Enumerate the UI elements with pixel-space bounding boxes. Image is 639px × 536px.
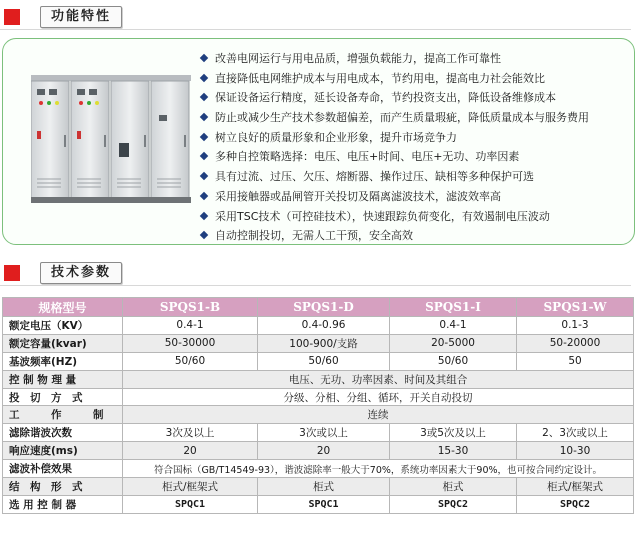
section-divider xyxy=(0,285,631,286)
table-cell: 3或5次及以上 xyxy=(390,424,517,442)
table-cell: 100-900/支路 xyxy=(258,334,390,352)
table-cell: 20 xyxy=(258,442,390,460)
table-row xyxy=(3,424,634,442)
feature-text: 防止或减少生产技术参数超偏差，而产生质量瑕疵，降低质量成本与服务费用 xyxy=(215,111,589,125)
diamond-bullet-icon xyxy=(200,93,208,101)
table-row xyxy=(3,352,634,370)
diamond-bullet-icon xyxy=(200,73,208,81)
table-cell-span: 电压、无功、功率因素、时间及其组合 xyxy=(123,370,634,388)
table-cell: 0.4-1 xyxy=(123,317,258,335)
diamond-bullet-icon xyxy=(200,172,208,180)
specs-section-title: 技术参数 xyxy=(40,262,122,284)
table-cell: 0.4-1 xyxy=(390,317,517,335)
row-label: 结 构 形 式 xyxy=(3,478,123,496)
table-row xyxy=(3,388,634,406)
row-label: 基波频率(HZ) xyxy=(3,352,123,370)
feature-text: 具有过流、过压、欠压、熔断器、操作过压、缺相等多种保护可选 xyxy=(215,170,534,184)
feature-text: 直接降低电网维护成本与用电成本，节约用电，提高电力社会能效比 xyxy=(215,71,545,85)
feature-item xyxy=(201,187,589,207)
feature-item xyxy=(201,226,589,246)
table-cell: 柜式/框架式 xyxy=(517,478,634,496)
spec-table xyxy=(2,297,634,514)
feature-item xyxy=(201,49,589,69)
table-cell: 20 xyxy=(123,442,258,460)
table-cell-span: 符合国标（GB/T14549-93），谐波滤除率一般大于70%，系统功率因素大于90%，也可按合同约定设计。 xyxy=(123,460,634,478)
diamond-bullet-icon xyxy=(200,113,208,121)
row-label: 投 切 方 式 xyxy=(3,388,123,406)
table-cell: SPQC1 xyxy=(123,495,258,513)
table-row xyxy=(3,317,634,335)
table-cell: 50 xyxy=(517,352,634,370)
table-cell: 柜式 xyxy=(390,478,517,496)
table-cell: 柜式/框架式 xyxy=(123,478,258,496)
table-row xyxy=(3,442,634,460)
row-label: 额定容量(kvar) xyxy=(3,334,123,352)
feature-item xyxy=(201,128,589,148)
feature-item xyxy=(201,88,589,108)
table-row xyxy=(3,370,634,388)
section-marker-icon xyxy=(4,9,20,25)
diamond-bullet-icon xyxy=(200,192,208,200)
row-label: 滤波补偿效果 xyxy=(3,460,123,478)
header-spqs1-b: SPQS1-B xyxy=(123,298,258,317)
table-row xyxy=(3,495,634,513)
features-panel xyxy=(2,38,635,245)
row-label: 选 用 控 制 器 xyxy=(3,495,123,513)
header-spqs1-w: SPQS1-W xyxy=(517,298,634,317)
feature-text: 自动控制投切，无需人工干预，安全高效 xyxy=(215,229,413,243)
table-cell: 50/60 xyxy=(123,352,258,370)
feature-text: 保证设备运行精度，延长设备寿命，节约投资支出，降低设备维修成本 xyxy=(215,91,556,105)
table-cell-span: 连续 xyxy=(123,406,634,424)
table-cell: 3次或以上 xyxy=(258,424,390,442)
features-section-title: 功能特性 xyxy=(40,6,122,28)
table-row xyxy=(3,478,634,496)
diamond-bullet-icon xyxy=(200,152,208,160)
specs-section-header xyxy=(0,262,639,284)
feature-text: 采用TSC技术（可控硅技术），快速跟踪负荷变化，有效遏制电压波动 xyxy=(215,209,550,223)
table-cell: 0.4-0.96 xyxy=(258,317,390,335)
table-cell-span: 分级、分相、分组、循环，开关自动投切 xyxy=(123,388,634,406)
table-row xyxy=(3,406,634,424)
row-label: 响应速度(ms) xyxy=(3,442,123,460)
feature-item xyxy=(201,167,589,187)
table-cell: SPQC2 xyxy=(390,495,517,513)
table-cell: 2、3次或以上 xyxy=(517,424,634,442)
row-label: 工 作 制 xyxy=(3,406,123,424)
header-model: 规格型号 xyxy=(3,298,123,317)
table-cell: 20-5000 xyxy=(390,334,517,352)
feature-list xyxy=(201,49,589,246)
diamond-bullet-icon xyxy=(200,133,208,141)
table-cell: 50-30000 xyxy=(123,334,258,352)
row-label: 控 制 物 理 量 xyxy=(3,370,123,388)
table-cell: 50/60 xyxy=(258,352,390,370)
table-cell: SPQC2 xyxy=(517,495,634,513)
header-spqs1-d: SPQS1-D xyxy=(258,298,390,317)
features-section-header xyxy=(0,6,639,28)
header-spqs1-i: SPQS1-I xyxy=(390,298,517,317)
table-cell: 0.1-3 xyxy=(517,317,634,335)
table-row xyxy=(3,334,634,352)
feature-item xyxy=(201,207,589,227)
row-label: 滤除谐波次数 xyxy=(3,424,123,442)
feature-text: 改善电网运行与用电品质，增强负载能力，提高工作可靠性 xyxy=(215,52,501,65)
diamond-bullet-icon xyxy=(200,54,208,62)
feature-item xyxy=(201,147,589,167)
table-cell: 15-30 xyxy=(390,442,517,460)
switchgear-cabinet-image xyxy=(31,75,191,203)
feature-text: 多种自控策略选择：电压、电压+时间、电压+无功、功率因素 xyxy=(215,150,520,164)
feature-text: 采用接触器或晶闸管开关投切及隔离滤波技术，滤波效率高 xyxy=(215,189,501,203)
diamond-bullet-icon xyxy=(200,231,208,239)
feature-item xyxy=(201,69,589,89)
feature-item xyxy=(201,108,589,128)
table-cell: 50-20000 xyxy=(517,334,634,352)
table-header-row xyxy=(3,298,634,317)
diamond-bullet-icon xyxy=(200,211,208,219)
table-cell: 10-30 xyxy=(517,442,634,460)
feature-text: 树立良好的质量形象和企业形象，提升市场竞争力 xyxy=(215,130,457,144)
table-row xyxy=(3,460,634,478)
section-divider xyxy=(0,29,631,30)
table-cell: SPQC1 xyxy=(258,495,390,513)
table-cell: 柜式 xyxy=(258,478,390,496)
table-cell: 50/60 xyxy=(390,352,517,370)
section-marker-icon xyxy=(4,265,20,281)
row-label: 额定电压（KV） xyxy=(3,317,123,335)
table-cell: 3次及以上 xyxy=(123,424,258,442)
